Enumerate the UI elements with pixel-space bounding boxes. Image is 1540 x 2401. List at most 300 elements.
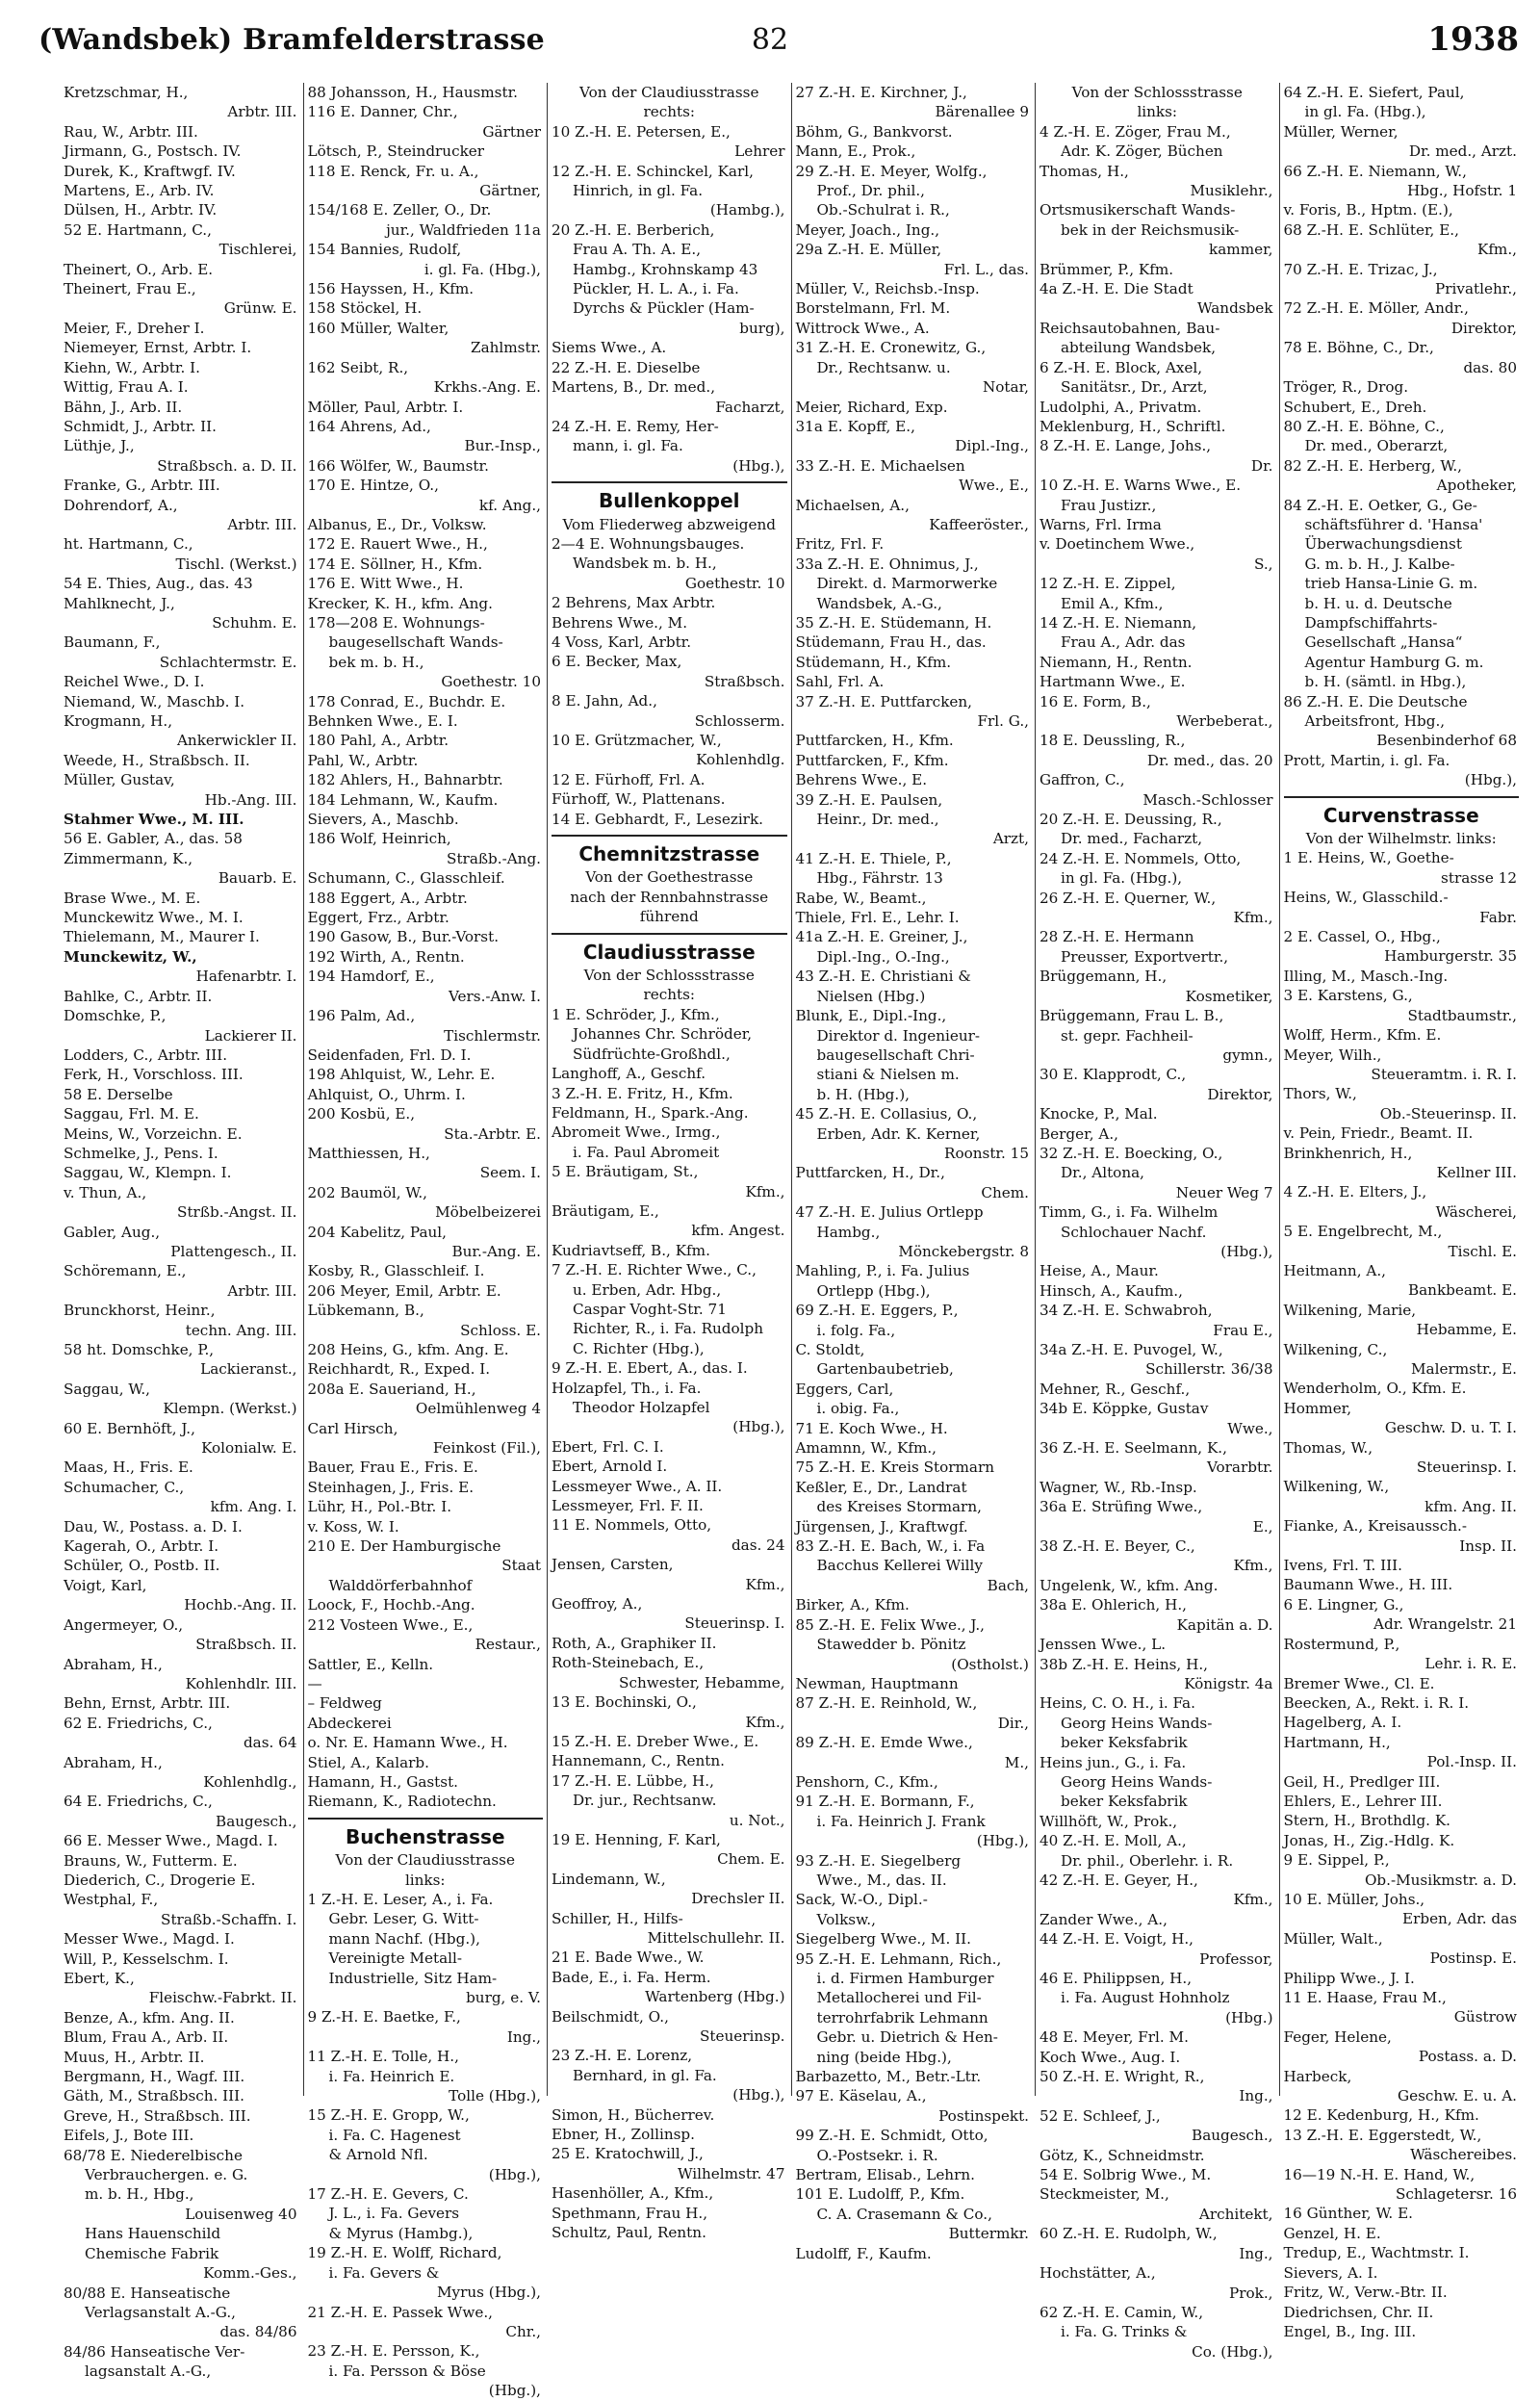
directory-entry-line: Ob.-Schulrat i. R.,	[816, 201, 950, 219]
directory-entry-line: Lüthje, J.,	[64, 437, 135, 455]
directory-entry-line: Abraham, H.,	[64, 1655, 163, 1673]
directory-entry-line: Meyer, Joach., Ing.,	[795, 220, 940, 239]
directory-entry-line: Behrens Wwe., E.	[795, 771, 928, 789]
directory-entry-line: 12 Z.-H. E. Schinckel, Karl,	[552, 162, 754, 180]
directory-entry-line: 84/86 Hanseatische Ver-	[64, 2342, 245, 2361]
directory-entry-line: 68/78 E. Niederelbische	[64, 2146, 243, 2164]
directory-entry-line: Bur.-Insp.,	[464, 437, 541, 455]
directory-entry-line: 9 E. Sippel, P.,	[1283, 1851, 1390, 1870]
directory-entry-line: E.,	[1252, 1517, 1273, 1536]
directory-entry-line: Architekt,	[1198, 2205, 1273, 2223]
directory-entry-line: das. 84/86	[219, 2323, 297, 2341]
directory-entry-line: Muus, H., Arbtr. II.	[64, 2048, 205, 2066]
directory-entry-line: 11 E. Haase, Frau M.,	[1283, 1989, 1447, 2006]
directory-entry-line: Georg Heins Wands-	[1061, 1714, 1213, 1732]
directory-entry-line: Kohlenhdlg.,	[203, 1772, 297, 1791]
directory-entry-line: Stüdemann, Frau H., das.	[795, 633, 987, 652]
directory-entry-line: Bur.-Ang. E.	[451, 1242, 541, 1260]
directory-entry-line: Hinsch, A., Kaufm.,	[1040, 1281, 1183, 1300]
street-direction-note: Von der Schlossstrasse	[583, 967, 755, 985]
directory-entry-line: Möller, Paul, Arbtr. I.	[307, 398, 464, 416]
directory-entry-line: S.,	[1253, 555, 1273, 573]
directory-entry-line: 200 Kosbü, E.,	[307, 1105, 416, 1123]
directory-entry-line: 176 E. Witt Wwe., H.	[307, 575, 464, 593]
directory-entry-line: Caspar Voght-Str. 71	[573, 1300, 727, 1318]
directory-entry-line: Meier, F., Dreher I.	[64, 319, 205, 337]
directory-entry-line: 37 Z.-H. E. Puttfarcken,	[795, 692, 972, 710]
directory-entry-line: Weede, H., Straßbsch. II.	[64, 751, 250, 769]
directory-entry-line: 62 Z.-H. E. Camin, W.,	[1040, 2303, 1204, 2321]
directory-entry-line: (Hbg.),	[732, 456, 785, 475]
directory-entry-line: Dau, W., Postass. a. D. I.	[64, 1517, 243, 1536]
directory-entry-line: Rostermund, P.,	[1283, 1635, 1400, 1653]
directory-entry-line: Frau Justizr.,	[1061, 496, 1157, 514]
directory-entry-line: Schillerstr. 36/38	[1145, 1360, 1273, 1379]
directory-entry-line: Industrielle, Sitz Ham-	[328, 1969, 498, 1987]
directory-entry-line: Abdeckerei	[307, 1714, 392, 1732]
directory-entry-line: b. H. u. d. Deutsche	[1304, 594, 1452, 612]
directory-entry-line: Müller, Walt.,	[1283, 1929, 1383, 1948]
directory-entry-line: Thielemann, M., Maurer I.	[64, 928, 260, 946]
directory-entry-line: Durek, K., Kraftwgf. IV.	[64, 162, 236, 180]
directory-entry-line: 34b E. Köppke, Gustav	[1040, 1400, 1209, 1418]
directory-entry-line: Krecker, K. H., kfm. Ang.	[307, 594, 493, 612]
directory-entry-line: 16 E. Form, B.,	[1040, 692, 1151, 710]
directory-entry-line: (Hbg.),	[1464, 771, 1517, 789]
directory-entry-line: Bauarb. E.	[218, 869, 297, 888]
directory-entry-line: Gebr. Leser, G. Witt-	[328, 1910, 479, 1928]
directory-entry-line: 118 E. Renck, Fr. u. A.,	[307, 162, 479, 180]
directory-entry-line: Schumacher, C.,	[64, 1478, 185, 1496]
directory-entry-line: 2—4 E. Wohnungsbauges.	[552, 534, 745, 553]
directory-entry-line: bek in der Reichsmusik-	[1061, 220, 1240, 239]
directory-entry-line: das. 80	[1463, 358, 1517, 376]
directory-entry-line: 62 E. Friedrichs, C.,	[64, 1714, 213, 1732]
directory-entry-line: Jenssen Wwe., L.	[1040, 1636, 1167, 1654]
directory-entry-line: Verbrauchergen. e. G.	[85, 2166, 248, 2184]
directory-entry-line: 158 Stöckel, H.	[307, 299, 423, 318]
directory-entry-line: Ob.-Steuerinsp. II.	[1379, 1104, 1517, 1123]
directory-year: 1938	[1427, 20, 1519, 59]
directory-entry-line: 19 Z.-H. E. Wolff, Richard,	[307, 2244, 502, 2262]
directory-entry-line: 11 Z.-H. E. Tolle, H.,	[307, 2048, 459, 2066]
directory-entry-line: 192 Wirth, A., Rentn.	[307, 947, 465, 966]
directory-entry-line: 9 Z.-H. E. Ebert, A., das. I.	[552, 1359, 748, 1378]
directory-entry-line: Frau A. Th. A. E.,	[573, 241, 702, 259]
directory-entry-line: Tolle (Hbg.),	[449, 2087, 541, 2105]
directory-entry-line: Newman, Hauptmann	[795, 1674, 959, 1692]
directory-entry-line: Heins jun., G., i. Fa.	[1040, 1753, 1187, 1771]
directory-entry-line: Prok.,	[1229, 2284, 1273, 2302]
directory-entry-line: Kfm.,	[1233, 1557, 1273, 1575]
directory-entry-line: Kfm.,	[1476, 241, 1517, 259]
directory-entry-line: 64 Z.-H. E. Siefert, Paul,	[1283, 84, 1465, 101]
directory-entry-line: Lühr, H., Pol.-Btr. I.	[307, 1498, 452, 1516]
directory-entry-line: (Hbg.),	[1220, 1242, 1273, 1260]
directory-entry-line: Chr.,	[505, 2322, 541, 2340]
directory-entry-line: 89 Z.-H. E. Emde Wwe.,	[795, 1734, 973, 1752]
directory-entry-line: 180 Pahl, A., Arbtr.	[307, 732, 449, 750]
directory-entry-line: Vereinigte Metall-	[328, 1949, 462, 1968]
directory-entry-line: 4a Z.-H. E. Die Stadt	[1040, 280, 1194, 298]
directory-entry-line: (Hbg.),	[488, 2382, 541, 2400]
directory-entry-line: Brunckhorst, Heinr.,	[64, 1302, 216, 1320]
directory-entry-line: Heinr., Dr. med.,	[816, 811, 939, 829]
directory-entry-line: Dr. med., Arzt.	[1408, 142, 1517, 161]
directory-entry-line: 13 Z.-H. E. Eggerstedt, W.,	[1283, 2126, 1482, 2144]
street-direction-note: Von der Claudiusstrasse	[335, 1851, 515, 1870]
directory-entry-line: 154 Bannies, Rudolf,	[307, 241, 462, 259]
directory-entry-line: Carl Hirsch,	[307, 1419, 398, 1437]
directory-entry-line: 95 Z.-H. E. Lehmann, Rich.,	[795, 1949, 1002, 1968]
directory-entry-line: Dr. med., das. 20	[1146, 751, 1273, 769]
directory-entry-line: 23 Z.-H. E. Persson, K.,	[307, 2342, 480, 2361]
directory-entry-line: Puttfarcken, F., Kfm.	[795, 751, 949, 769]
directory-entry-line: Götz, K., Schneidmstr.	[1040, 2146, 1205, 2164]
directory-entry-line: Schmelke, J., Pens. I.	[64, 1144, 218, 1162]
directory-entry-line: Wandsbek m. b. H.,	[573, 555, 717, 573]
directory-entry-line: 29 Z.-H. E. Meyer, Wolfg.,	[795, 162, 988, 180]
directory-entry-line: v. Pein, Friedr., Beamt. II.	[1283, 1124, 1474, 1143]
directory-entry-line: 58 ht. Domschke, P.,	[64, 1341, 215, 1358]
directory-entry-line: 58 E. Derselbe	[64, 1085, 173, 1103]
directory-entry-line: Gaffron, C.,	[1040, 771, 1125, 789]
directory-entry-line: Bähn, J., Arb. II.	[64, 398, 183, 416]
directory-entry-line: Fianke, A., Kreisaussch.-	[1283, 1517, 1467, 1536]
directory-entry-line: Stiel, A., Kalarb.	[307, 1753, 429, 1771]
directory-entry-line: 84 Z.-H. E. Oetker, G., Ge-	[1283, 496, 1477, 514]
directory-entry-line: Ing.,	[1239, 2244, 1273, 2262]
directory-entry-line: u. Not.,	[729, 1811, 785, 1829]
directory-entry-line: Amamnn, W., Kfm.,	[795, 1439, 937, 1458]
directory-entry-line: stiani & Nielsen m.	[816, 1066, 960, 1084]
directory-entry-line: 54 E. Solbrig Wwe., M.	[1040, 2166, 1212, 2184]
directory-entry-line: 85 Z.-H. E. Felix Wwe., J.,	[795, 1615, 985, 1634]
directory-entry-line: (Hbg.)	[1225, 2008, 1273, 2027]
directory-entry-line: Chem. E.	[717, 1850, 785, 1869]
directory-entry-line: ning (beide Hbg.),	[816, 2048, 952, 2066]
directory-entry-line: Kohlenhdlr. III.	[185, 1674, 297, 1692]
directory-entry-line: 198 Ahlquist, W., Lehr. E.	[307, 1066, 496, 1084]
directory-entry-line: 14 E. Gebhardt, F., Lesezirk.	[552, 810, 763, 828]
directory-entry-line: 35 Z.-H. E. Stüdemann, H.	[795, 613, 992, 632]
directory-entry-line: Gärtner,	[479, 182, 541, 200]
directory-entry-line: i. Fa. August Hohnholz	[1061, 1989, 1230, 2007]
street-direction-note: links:	[404, 1871, 446, 1889]
directory-entry-line: 160 Müller, Walter,	[307, 319, 449, 337]
directory-entry-line: Wwe.,	[1227, 1419, 1273, 1437]
directory-entry-line: 48 E. Meyer, Frl. M.	[1040, 2028, 1189, 2047]
directory-entry-line: Fritz, W., Verw.-Btr. II.	[1283, 2284, 1448, 2302]
directory-entry-line: Knocke, P., Mal.	[1040, 1105, 1158, 1123]
directory-entry-line: Steuerinsp. I.	[1416, 1459, 1517, 1477]
directory-entry-line: Roth-Steinebach, E.,	[552, 1654, 705, 1672]
directory-entry-line: Neuer Weg 7	[1175, 1183, 1273, 1201]
directory-entry-line: Behrens Wwe., M.	[552, 613, 688, 632]
directory-entry-line: Feinkost (Fil.),	[432, 1439, 541, 1458]
directory-entry-line: Baumann, F.,	[64, 633, 161, 652]
directory-entry-line: jur., Waldfrieden 11a	[386, 220, 541, 239]
directory-entry-line: – Feldweg	[307, 1694, 382, 1713]
directory-entry-line: Schultz, Paul, Rentn.	[552, 2224, 706, 2242]
directory-entry-line: Schüler, O., Postb. II.	[64, 1557, 220, 1575]
directory-entry-line: Direktor,	[1450, 319, 1517, 337]
directory-entry-line: Pol.-Insp. II.	[1426, 1753, 1517, 1771]
directory-entry-line: baugesellschaft Wands-	[328, 633, 503, 652]
directory-entry-line: Wittrock Wwe., A.	[795, 319, 930, 337]
directory-entry-line: Thomas, W.,	[1283, 1438, 1373, 1457]
directory-entry-line: 25 E. Kratochwill, J.,	[552, 2145, 704, 2163]
directory-entry-line: 30 E. Klapprodt, C.,	[1040, 1066, 1187, 1084]
directory-entry-line: (Hbg.),	[732, 1418, 785, 1436]
directory-entry-line: v. Thun, A.,	[64, 1183, 147, 1201]
directory-entry-line: Kfm.,	[745, 1182, 785, 1200]
directory-entry-line: 202 Baumöl, W.,	[307, 1183, 427, 1201]
directory-entry-line: Restaur.,	[475, 1636, 541, 1654]
directory-entry-line: Hambg.,	[816, 1223, 881, 1241]
directory-entry-line: mann Nachf. (Hbg.),	[328, 1929, 480, 1948]
directory-entry-line: Wartenberg (Hbg.)	[645, 1988, 785, 2006]
directory-entry-line: Will, P., Kesselschm. I.	[64, 1949, 229, 1968]
directory-entry-line: 10 Z.-H. E. Warns Wwe., E.	[1040, 477, 1242, 495]
street-section-heading: Curvenstrasse	[1284, 796, 1520, 829]
directory-entry-line: 8 Z.-H. E. Lange, Johs.,	[1040, 437, 1212, 455]
directory-entry-line: Besenbinderhof 68	[1376, 732, 1517, 750]
directory-entry-line: Straßb.-Schaffn. I.	[161, 1910, 297, 1928]
directory-entry-line: Plattengesch., II.	[170, 1242, 297, 1260]
directory-entry-line: 66 Z.-H. E. Niemann, W.,	[1283, 162, 1467, 180]
directory-entry-line: 5 E. Engelbrecht, M.,	[1283, 1223, 1443, 1241]
directory-entry-line: 52 E. Schleef, J.,	[1040, 2106, 1161, 2125]
directory-entry-line: Illing, M., Masch.-Ing.	[1283, 967, 1449, 985]
directory-entry-line: i. Fa. C. Hagenest	[328, 2126, 461, 2144]
directory-entry-line: Tischl. (Werkst.)	[175, 555, 297, 573]
directory-entry-line: Richter, R., i. Fa. Rudolph	[573, 1320, 764, 1338]
directory-entry-line: 11 E. Nommels, Otto,	[552, 1516, 712, 1535]
street-section-heading: Bullenkoppel	[552, 481, 787, 514]
directory-entry-line: Sievers, A. I.	[1283, 2263, 1378, 2282]
directory-entry-line: 7 Z.-H. E. Richter Wwe., C.,	[552, 1261, 757, 1279]
directory-entry-line: Barbazetto, M., Betr.-Ltr.	[795, 2068, 982, 2086]
directory-entry-line: 24 Z.-H. E. Nommels, Otto,	[1040, 849, 1242, 867]
directory-entry-line: Notar,	[982, 378, 1029, 397]
directory-entry-line: Harbeck,	[1283, 2067, 1352, 2085]
directory-entry-line: Meier, Richard, Exp.	[795, 398, 948, 416]
directory-entry-line: Erben, Adr. das	[1402, 1910, 1517, 1928]
directory-entry-line: 75 Z.-H. E. Kreis Stormarn	[795, 1459, 995, 1477]
directory-entry-line: kfm. Angest.	[691, 1222, 785, 1240]
directory-entry-line: 1 E. Heins, W., Goethe-	[1283, 849, 1454, 867]
directory-entry-line: Sack, W.-O., Dipl.-	[795, 1891, 928, 1909]
directory-entry-line: Blunk, E., Dipl.-Ing.,	[795, 1007, 947, 1025]
directory-entry-line: Bergmann, H., Wagf. III.	[64, 2068, 245, 2086]
directory-entry-line: 50 Z.-H. E. Wright, R.,	[1040, 2068, 1205, 2086]
directory-entry-line: 22 Z.-H. E. Dieselbe	[552, 358, 701, 376]
directory-entry-line: Klempn. (Werkst.)	[163, 1400, 297, 1418]
street-direction-note: Von der Goethestrasse	[585, 868, 754, 887]
directory-entry-line: i. obig. Fa.,	[816, 1400, 900, 1418]
directory-entry-line: Tischlerei,	[218, 241, 297, 259]
directory-entry-line: 206 Meyer, Emil, Arbtr. E.	[307, 1281, 501, 1300]
directory-entry-line: Hasenhöller, A., Kfm.,	[552, 2184, 714, 2203]
directory-entry-line: Stadtbaumstr.,	[1407, 1006, 1517, 1024]
directory-entry-line: Zimmermann, K.,	[64, 849, 193, 867]
directory-entry-line: Behn, Ernst, Arbtr. III.	[64, 1694, 231, 1713]
street-direction-note: rechts:	[643, 986, 696, 1004]
directory-entry-line: 66 E. Messer Wwe., Magd. I.	[64, 1832, 278, 1850]
directory-entry-line: Bankbeamt. E.	[1407, 1281, 1517, 1300]
directory-entry-line: Wittig, Frau A. I.	[64, 378, 189, 397]
directory-entry-line: 87 Z.-H. E. Reinhold, W.,	[795, 1694, 978, 1713]
directory-entry-line: Rau, W., Arbtr. III.	[64, 122, 198, 141]
directory-entry-line: 99 Z.-H. E. Schmidt, Otto,	[795, 2127, 988, 2145]
directory-entry-line: Vers.-Anw. I.	[448, 987, 541, 1005]
directory-entry-line: o. Nr. E. Hamann Wwe., H.	[307, 1734, 508, 1752]
directory-entry-line: Gartenbaubetrieb,	[816, 1360, 954, 1379]
directory-entry-line: Theodor Holzapfel	[573, 1399, 710, 1416]
directory-entry-line: Engel, B., Ing. III.	[1283, 2322, 1417, 2340]
directory-entry-line: Heins, W., Glasschild.-	[1283, 889, 1449, 907]
directory-entry-line: 166 Wölfer, W., Baumstr.	[307, 456, 489, 475]
directory-entry-line: i. Fa. Gevers &	[328, 2263, 440, 2282]
directory-entry-line: Roth, A., Graphiker II.	[552, 1634, 717, 1652]
directory-entry-line: Grünw. E.	[223, 299, 297, 318]
street-section-heading: Claudiusstrasse	[552, 933, 787, 966]
directory-entry-line: Jensen, Carsten,	[552, 1556, 674, 1574]
directory-entry-line: v. Koss, W. I.	[307, 1517, 399, 1536]
street-direction-note: rechts:	[643, 103, 696, 121]
street-section-heading: Chemnitzstrasse	[552, 835, 787, 867]
directory-entry-line: schäftsführer d. 'Hansa'	[1304, 515, 1483, 533]
directory-entry-line: Sahl, Frl. A.	[795, 673, 885, 691]
directory-entry-line: (Hambg.),	[709, 201, 785, 219]
directory-entry-line: Pückler, H. L. A., i. Fa.	[573, 280, 739, 298]
directory-entry-line: 20 Z.-H. E. Berberich,	[552, 220, 715, 239]
directory-entry-line: Saggau, Frl. M. E.	[64, 1105, 199, 1123]
directory-entry-line: Emil A., Kfm.,	[1061, 594, 1164, 612]
directory-entry-line: (Hbg.),	[976, 1832, 1029, 1850]
directory-entry-line: Berger, A.,	[1040, 1124, 1118, 1143]
directory-entry-line: Kfm.,	[1233, 1891, 1273, 1909]
directory-entry-line: Thomas, H.,	[1040, 162, 1129, 180]
directory-entry-line: 10 E. Grützmacher, W.,	[552, 732, 722, 749]
directory-entry-line: Schumann, C., Glasschleif.	[307, 869, 505, 888]
directory-entry-line: & Arnold Nfl.	[328, 2146, 428, 2164]
directory-entry-line: Wilhelmstr. 47	[677, 2164, 785, 2182]
directory-entry-line: Meklenburg, H., Schriftl.	[1040, 417, 1226, 435]
directory-entry-line: Ortsmusikerschaft Wands-	[1040, 201, 1236, 219]
directory-entry-line: 40 Z.-H. E. Moll, A.,	[1040, 1832, 1187, 1850]
directory-entry-line: Werbeberat.,	[1176, 712, 1273, 730]
directory-entry-line: Ivens, Frl. T. III.	[1283, 1557, 1402, 1575]
directory-entry-line: Arbtr. III.	[227, 515, 297, 533]
column-1	[60, 83, 304, 2381]
directory-entry-line: 6 E. Becker, Max,	[552, 653, 682, 671]
directory-entry-line: 4 Z.-H. E. Zöger, Frau M.,	[1040, 122, 1231, 141]
directory-entry-line: Wolff, Herm., Kfm. E.	[1283, 1026, 1442, 1045]
directory-entry-line: Schubert, E., Dreh.	[1283, 398, 1427, 416]
directory-entry-line: Metallocherei und Fil-	[816, 1989, 982, 2007]
directory-entry-line: Feger, Helene,	[1283, 2027, 1392, 2046]
directory-entry-line: 4 Voss, Karl, Arbtr.	[552, 633, 692, 651]
directory-entry-line: C. Richter (Hbg.),	[573, 1339, 705, 1357]
directory-entry-line: Brüggemann, H.,	[1040, 968, 1168, 986]
directory-entry-line: Bauer, Frau E., Fris. E.	[307, 1459, 478, 1477]
directory-entry-line: Kellner III.	[1436, 1163, 1517, 1181]
directory-entry-line: Saggau, W.,	[64, 1380, 151, 1398]
directory-entry-line: Genzel, H. E.	[1283, 2224, 1381, 2242]
directory-entry-line: 80 Z.-H. E. Böhne, C.,	[1283, 417, 1445, 435]
column-5	[1036, 83, 1280, 2361]
directory-entry-line: Martens, E., Arb. IV.	[64, 182, 215, 200]
directory-entry-line: 42 Z.-H. E. Geyer, H.,	[1040, 1871, 1198, 1889]
directory-entry-line: 15 Z.-H. E. Gropp, W.,	[307, 2106, 470, 2125]
directory-entry-line: 10 Z.-H. E. Petersen, E.,	[552, 122, 731, 141]
directory-entry-line: Bade, E., i. Fa. Herm.	[552, 1968, 711, 1986]
directory-entry-line: 39 Z.-H. E. Paulsen,	[795, 790, 943, 809]
street-direction-note: Vom Fliederweg abzweigend	[562, 515, 777, 533]
directory-entry-line: Arbtr. III.	[227, 103, 297, 121]
directory-entry-line: Warns, Frl. Irma	[1040, 515, 1162, 533]
directory-entry-line: Dülsen, H., Arbtr. IV.	[64, 201, 218, 219]
directory-entry-line: Baumann Wwe., H. III.	[1283, 1576, 1453, 1594]
directory-entry-line: Direktor,	[1207, 1085, 1273, 1103]
directory-entry-line: Gesellschaft „Hansa“	[1304, 633, 1463, 652]
directory-entry-line: Seem. I.	[479, 1164, 541, 1182]
directory-entry-line: 46 E. Philippsen, H.,	[1040, 1970, 1193, 1987]
directory-entry-line: Hebamme, E.	[1416, 1321, 1517, 1339]
directory-entry-line: Buttermkr.	[948, 2225, 1029, 2243]
directory-entry-line: 6 Z.-H. E. Block, Axel,	[1040, 358, 1203, 376]
directory-entry-line: Goethestr. 10	[441, 673, 541, 691]
directory-entry-line: Fleischw.-Fabrkt. II.	[148, 1989, 297, 2007]
directory-entry-line: 9 Z.-H. E. Baetke, F.,	[307, 2008, 461, 2027]
directory-entry-line: Hochb.-Ang. II.	[184, 1596, 297, 1614]
directory-entry-line: Agentur Hamburg G. m.	[1304, 653, 1484, 671]
directory-entry-line: Masch.-Schlosser	[1142, 790, 1273, 809]
directory-entry-line: Wilkening, Marie,	[1283, 1301, 1417, 1319]
directory-entry-line: Eifels, J., Bote III.	[64, 2127, 194, 2145]
directory-entry-line: 16 Günther, W. E.	[1283, 2205, 1413, 2223]
directory-entry-line: Sattler, E., Kelln.	[307, 1655, 434, 1673]
directory-entry-line: Penshorn, C., Kfm.,	[795, 1772, 938, 1791]
directory-entry-line: Borstelmann, Frl. M.	[795, 299, 951, 318]
directory-entry-line: Schuhm. E.	[212, 613, 297, 632]
directory-entry-line: Gebr. u. Dietrich & Hen-	[816, 2028, 998, 2047]
directory-entry-line: Loock, F., Hochb.-Ang.	[307, 1596, 475, 1614]
directory-entry-line: 188 Eggert, A., Arbtr.	[307, 889, 468, 907]
directory-entry-line: Beilschmidt, O.,	[552, 2007, 669, 2026]
directory-entry-line: Dr., Rechtsanw. u.	[816, 358, 951, 376]
directory-entry-line: 82 Z.-H. E. Herberg, W.,	[1283, 456, 1462, 475]
directory-entry-line: Privatlehr.,	[1435, 280, 1517, 298]
directory-entry-line: burg, e. V.	[466, 1989, 541, 2006]
directory-entry-line: Möbelbeizerei	[435, 1203, 541, 1222]
directory-entry-line: Insp. II.	[1459, 1536, 1517, 1555]
directory-entry-line: Straßb.-Ang.	[447, 849, 541, 867]
directory-entry-line: Ankerwickler II.	[176, 732, 297, 750]
directory-entry-line: Wilkening, C.,	[1283, 1340, 1388, 1358]
directory-entry-line: Dr. med., Oberarzt,	[1304, 437, 1449, 455]
directory-entry-line: 116 E. Danner, Chr.,	[307, 103, 458, 121]
directory-entry-line: Siegelberg Wwe., M. II.	[795, 1930, 971, 1949]
directory-entry-line: 54 E. Thies, Aug., das. 43	[64, 575, 253, 593]
directory-entry-line: i. Fa. Heinrich J. Frank	[816, 1812, 986, 1830]
directory-entry-line: 60 Z.-H. E. Rudolph, W.,	[1040, 2225, 1218, 2243]
directory-entry-line: Thiele, Frl. E., Lehr. I.	[795, 909, 960, 927]
directory-entry-line: 27 Z.-H. E. Kirchner, J.,	[795, 84, 967, 101]
directory-entry-line: Frau E.,	[1213, 1321, 1273, 1339]
